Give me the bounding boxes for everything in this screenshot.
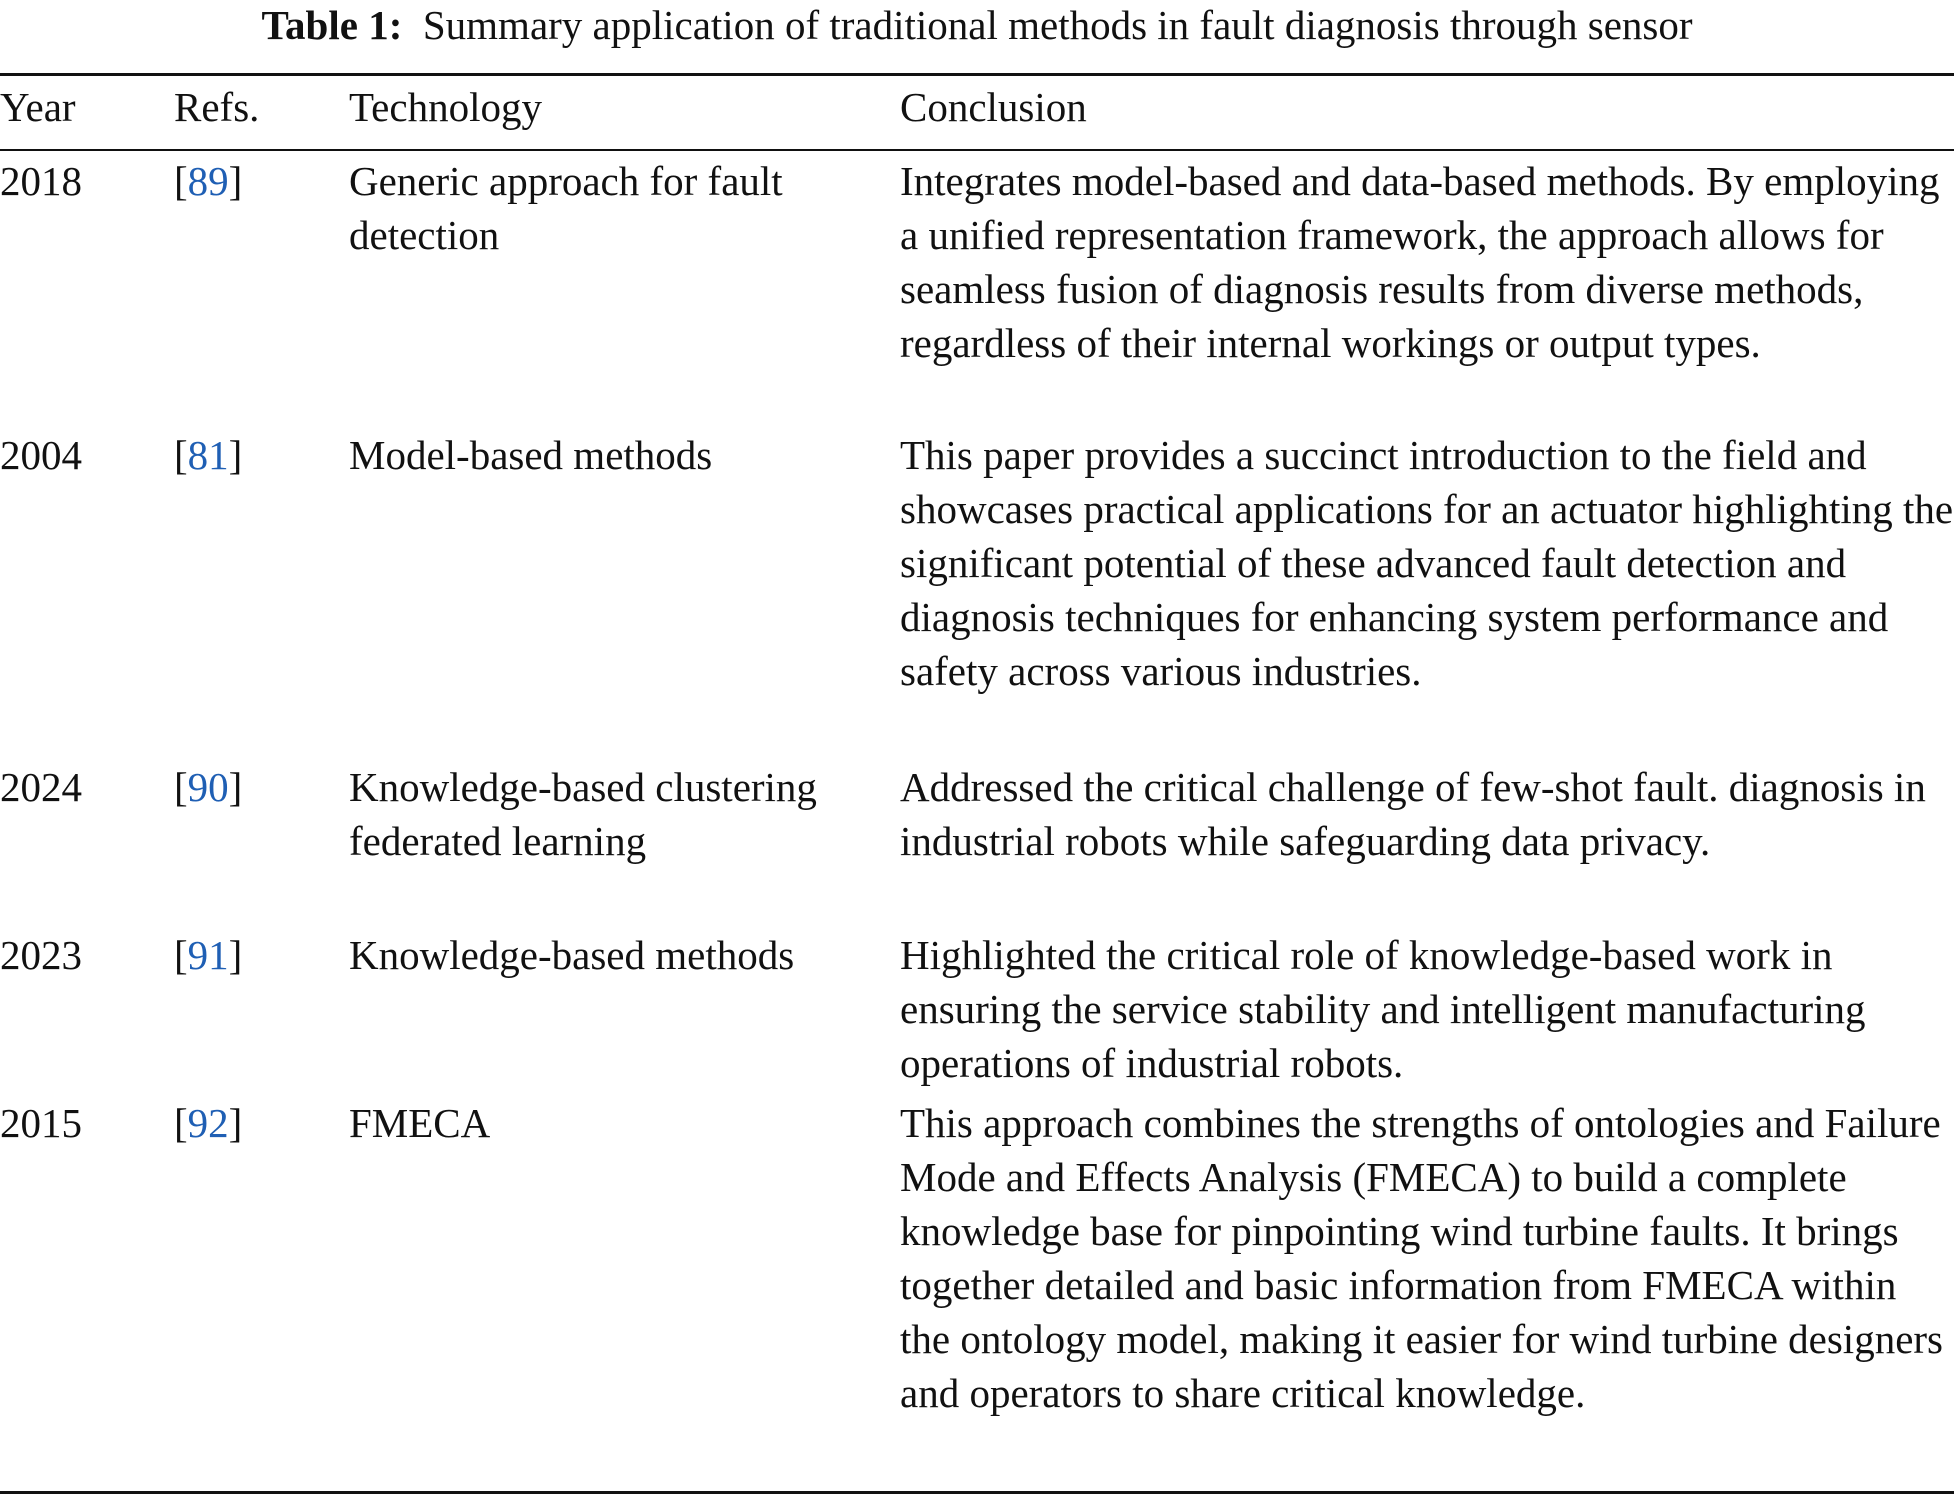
header-row (0, 80, 1954, 150)
cell-technology: Model-based methods (349, 432, 713, 478)
reference-link[interactable]: 89 (187, 158, 229, 204)
reference-link[interactable]: 91 (187, 932, 229, 978)
cell-technology: Knowledge-based methods (349, 932, 795, 978)
bottom-rule (0, 1491, 1954, 1494)
cell-conclusion: Addressed the critical challenge of few-shot fault. diagnosis in industrial robots while safeguarding data privacy. (900, 764, 1926, 864)
table-caption (0, 0, 1954, 50)
cell-ref: [92] (174, 1100, 243, 1146)
header-conclusion: Conclusion (900, 84, 1087, 130)
header-technology: Technology (349, 84, 542, 130)
top-rule (0, 73, 1954, 76)
cell-conclusion: This paper provides a succinct introduction to the field and showcases practical applications for an actuator highlighting the significant potential of these advanced fault detection and diagnosis techniques for enhancing system performance and safety across various industries. (900, 432, 1954, 694)
cell-ref: [91] (174, 932, 243, 978)
cell-year: 2004 (0, 432, 82, 478)
cell-ref: [89] (174, 158, 243, 204)
cell-ref: [90] (174, 764, 243, 810)
summary-table (0, 80, 1954, 1426)
cell-conclusion: Highlighted the critical role of knowledge-based work in ensuring the service stability and intelligent manufacturing operations of industrial robots. (900, 932, 1866, 1086)
header-refs: Refs. (174, 84, 260, 130)
cell-conclusion: This approach combines the strengths of ontologies and Failure Mode and Effects Analysis (FMECA) to build a complete knowledge base for pinpointing wind turbine faults. It brings together detailed and basic information from FMECA within the ontology model, making it easier for wind turbine designers and operators to share critical knowledge. (900, 1100, 1943, 1416)
table-row (0, 428, 1954, 760)
cell-year: 2023 (0, 932, 82, 978)
reference-link[interactable]: 81 (187, 432, 229, 478)
cell-conclusion: Integrates model-based and data-based methods. By employing a unified representation framework, the approach allows for seamless fusion of diagnosis results from diverse methods, regardless of their internal workings or output types. (900, 158, 1940, 366)
cell-technology: Knowledge-based clustering federated learning (349, 764, 817, 864)
cell-technology: FMECA (349, 1100, 491, 1146)
cell-technology: Generic approach for fault detection (349, 158, 783, 258)
cell-ref: [81] (174, 432, 243, 478)
cell-year: 2015 (0, 1100, 82, 1146)
cell-year: 2018 (0, 158, 82, 204)
cell-year: 2024 (0, 764, 82, 810)
caption-label: Table 1: (261, 2, 403, 48)
caption-text: Summary application of traditional methods in fault diagnosis through sensor (422, 2, 1693, 48)
table-row (0, 150, 1954, 428)
reference-link[interactable]: 90 (187, 764, 229, 810)
table-row (0, 928, 1954, 1096)
reference-link[interactable]: 92 (187, 1100, 229, 1146)
table-row (0, 760, 1954, 928)
header-year: Year (0, 84, 76, 130)
table-row (0, 1096, 1954, 1426)
